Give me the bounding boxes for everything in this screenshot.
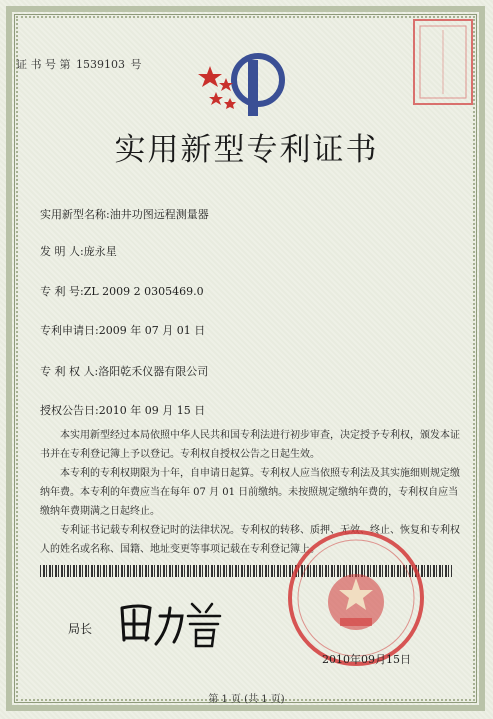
document-title: 实用新型专利证书 xyxy=(114,132,379,168)
page-number: 第 1 页 (共 1 页) xyxy=(208,694,285,705)
director-signature-icon xyxy=(116,596,226,652)
patent-office-logo-icon xyxy=(196,46,296,120)
certificate-number: 证 书 号 第 1539103 号 xyxy=(16,58,142,71)
owner-row: 专 利 权 人:洛阳乾禾仪器有限公司 xyxy=(40,365,209,378)
patent-number-row: 专 利 号:ZL 2009 2 0305469.0 xyxy=(40,285,204,298)
seal-date: 2010年09月15日 xyxy=(322,653,411,666)
body-paragraph-1: 本实用新型经过本局依照中华人民共和国专利法进行初步审查，决定授予专利权，颁发本证书并在专利登记簿上予以登记。专利权自授权公告之日起生效。 xyxy=(40,430,460,460)
office-stamp-icon xyxy=(410,16,476,108)
inventor-row: 发 明 人:庞永星 xyxy=(40,245,117,258)
apply-date-row: 专利申请日:2009 年 07 月 01 日 xyxy=(40,324,206,337)
model-name-row: 实用新型名称:油井功图远程测量器 xyxy=(40,208,209,221)
official-seal-icon xyxy=(286,528,426,668)
body-paragraph-2: 本专利的专利权期限为十年，自申请日起算。专利权人应当依照专利法及其实施细则规定缴纳年费。本专利的年费应当在每年 07 月 01 日前缴纳。未按照规定缴纳年费的，专利权自应当缴纳年费期满之日起终止。 xyxy=(40,468,460,517)
body-paragraph-3: 专利证书记载专利权登记时的法律状况。专利权的转移、质押、无效、终止、恢复和专利权人的姓名或名称、国籍、地址变更等事项记载在专利登记簿上。 xyxy=(40,525,460,555)
grant-date-row: 授权公告日:2010 年 09 月 15 日 xyxy=(40,404,206,417)
director-label: 局长 xyxy=(68,622,93,636)
